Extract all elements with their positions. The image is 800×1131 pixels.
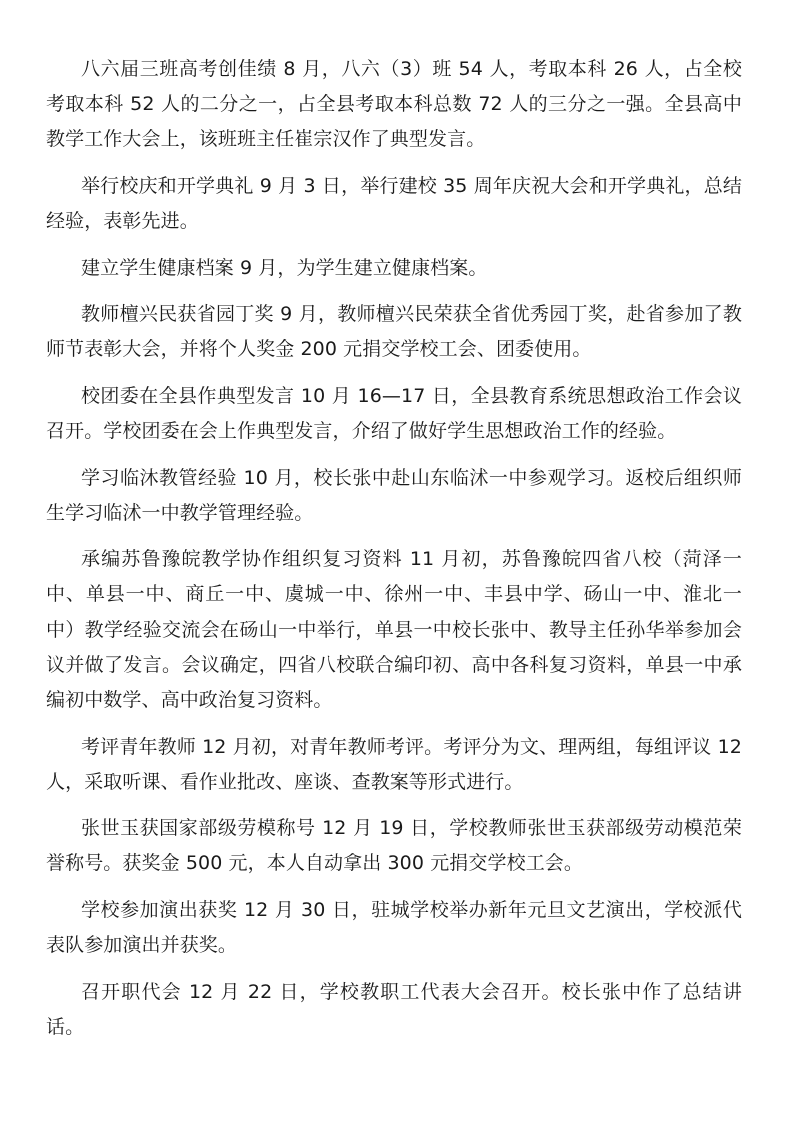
paragraph-young-teacher-evaluation: 考评青年教师 12 月初，对青年教师考评。考评分为文、理两组，每组评议 12 人，采取听课、看作业批改、座谈、查教案等形式进行。	[46, 735, 742, 793]
paragraph-performance-award: 学校参加演出获奖 12 月 30 日，驻城学校举办新年元旦文艺演出，学校派代表队参加演出并获奖。	[46, 898, 742, 957]
paragraph-class-86-3-results: 八六届三班高考创佳绩 8 月，八六（3）班 54 人，考取本科 26 人，占全校考取本科 52 人的二分之一，占全县考取本科总数 72 人的三分之一强。全县高中教学工作大会上，该班班主任崔宗汉作了典型发言。	[46, 58, 742, 151]
paragraph-model-worker: 张世玉获国家部级劳模称号 12 月 19 日，学校教师张世玉获部级劳动模范荣誉称号。获奖金 500 元，本人自动拿出 300 元捐交学校工会。	[46, 817, 742, 875]
paragraph-staff-congress: 召开职代会 12 月 22 日，学校教职工代表大会召开。校长张中作了总结讲话。	[46, 980, 742, 1038]
paragraph-youth-league-speech: 校团委在全县作典型发言 10 月 16—17 日，全县教育系统思想政治工作会议召开。学校团委在会上作典型发言，介绍了做好学生思想政治工作的经验。	[46, 384, 742, 443]
paragraph-gardener-award: 教师檀兴民获省园丁奖 9 月，教师檀兴民荣获全省优秀园丁奖，赴省参加了教师节表彰大会，并将个人奖金 200 元捐交学校工会、团委使用。	[46, 303, 742, 361]
paragraph-school-anniversary: 举行校庆和开学典礼 9 月 3 日，举行建校 35 周年庆祝大会和开学典礼，总结经验，表彰先进。	[46, 174, 742, 233]
paragraph-linshu-study: 学习临沐教管经验 10 月，校长张中赴山东临沭一中参观学习。返校后组织师生学习临沭一中教学管理经验。	[46, 466, 742, 524]
paragraph-review-materials: 承编苏鲁豫皖教学协作组织复习资料 11 月初，苏鲁豫皖四省八校（菏泽一中、单县一中、商丘一中、虞城一中、徐州一中、丰县中学、砀山一中、淮北一中）教学经验交流会在砀山一中举行，单县一中校长张中、教导主任孙华举参加会议并做了发言。会议确定，四省八校联合编印初、高中各科复习资料，单县一中承编初中数学、高中政治复习资料。	[46, 548, 742, 712]
paragraph-health-records: 建立学生健康档案 9 月，为学生建立健康档案。	[81, 256, 488, 279]
